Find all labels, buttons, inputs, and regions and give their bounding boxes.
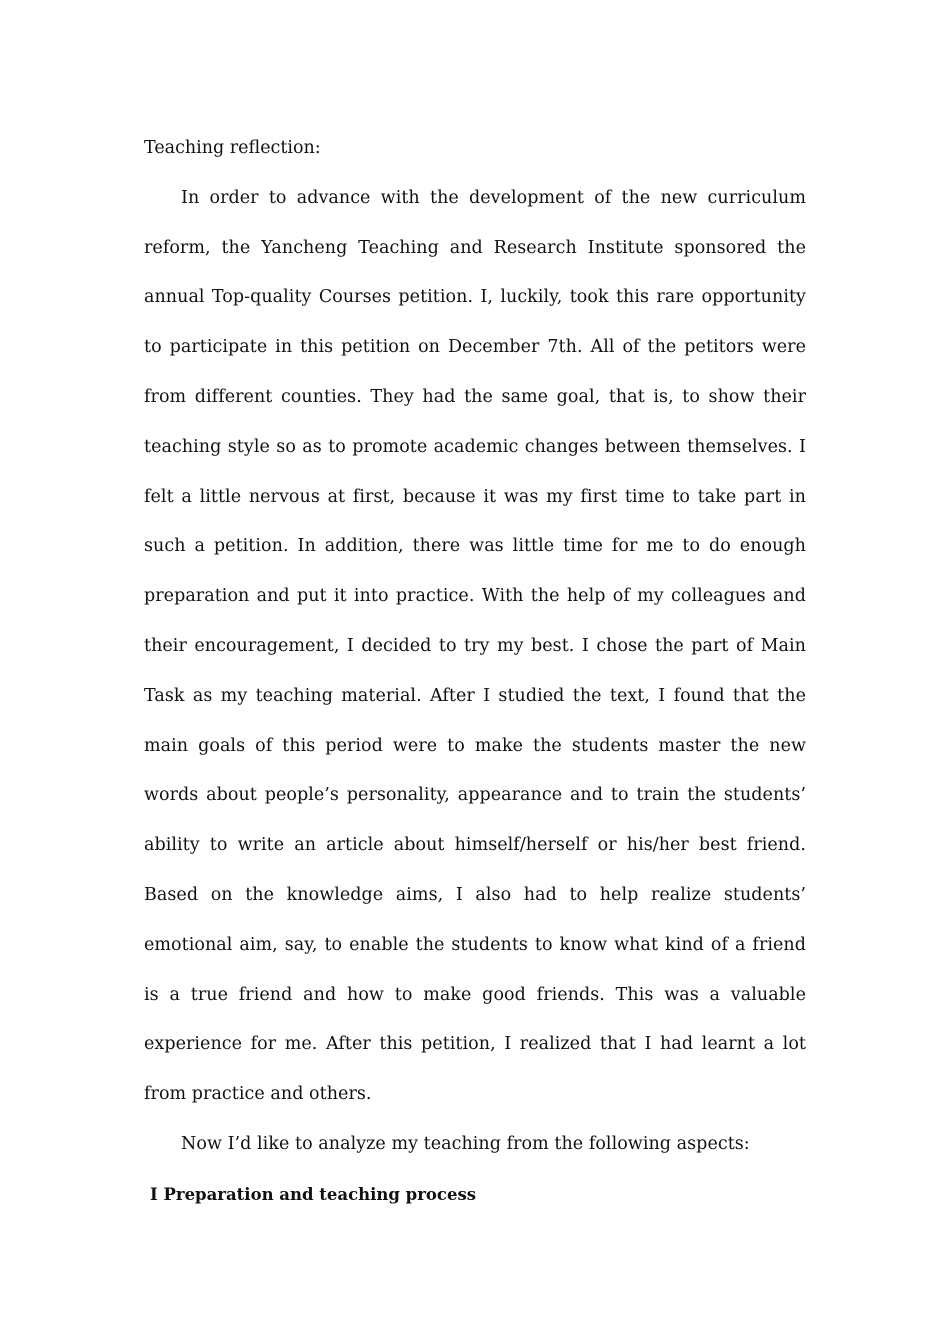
document-title: Teaching reflection: [144,138,321,158]
section-heading: I Preparation and teaching process [150,1184,477,1204]
body-paragraph-1: In order to advance with the development of the new curriculum reform, the Yancheng Teaching and Research Institute sponsored the annual Top-quality Courses petition. I, luckily, took this rare opportunity to participate in this petition on December 7th. All of the petitors were from different counties. They had the same goal, that is, to show their teaching style so as to promote academic changes between themselves. I felt a little nervous at first, because it was my first time to take part in such a petition. In addition, there was little time for me to do enough preparation and put it into practice. With the help of my colleagues and their encouragement, I decided to try my best. I chose the part of Main Task as my teaching material. After I studied the text, I found that the main goals of this period were to make the students master the new words about people’s personality, appearance and to train the students’ ability to write an article about himself/herself or his/her best friend. Based on the knowledge aims, I also had to help realize students’ emotional aim, say, to enable the students to know what kind of a friend is a true friend and how to make good friends. This was a valuable experience for me. After this petition, I realized that I had learnt a lot from practice and others. [144,187,806,1105]
body-paragraph-2: Now I’d like to analyze my teaching from the following aspects: [181,1133,750,1154]
document-page [144,124,806,1220]
